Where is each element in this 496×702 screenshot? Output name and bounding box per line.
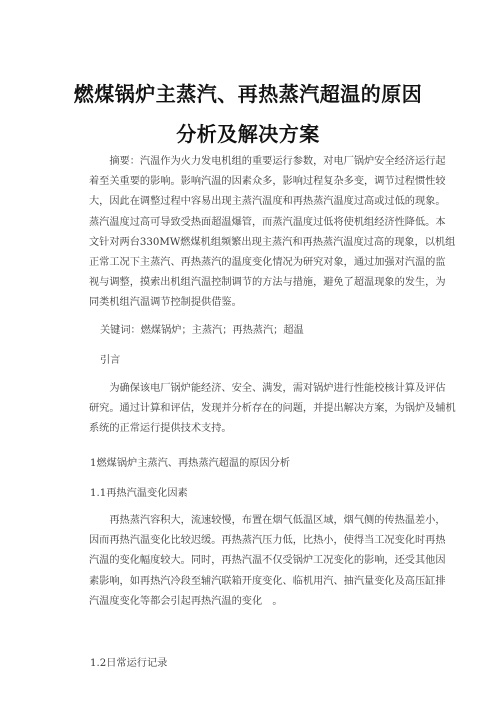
- intro-line: 研究。通过计算和评估，发现并分析存在的问题，并提出解决方案，为锅炉及辅机: [89, 403, 456, 415]
- abstract-line: 正常工况下主蒸汽、再热蒸汽的温度变化情况为研究对象，通过加强对汽温的监: [89, 256, 446, 268]
- abstract-line: 视与调整，摸索出机组汽温控制调节的方法与措施，避免了超温现象的发生，为: [89, 277, 446, 289]
- intro-line: 为确保该电厂锅炉能经济、安全、满发，需对锅炉进行性能校核计算及评估: [89, 383, 446, 394]
- section-1-1-line: 素影响，如再热汽冷段至辅汽联箱开度变化、临机用汽、抽汽量变化及高压缸排: [89, 575, 446, 587]
- section-1-1-line: 再热蒸汽容积大，流速较慢，布置在烟气低温区域，烟气侧的传热温差小，: [89, 515, 446, 526]
- intro-heading: 引言: [100, 355, 121, 366]
- abstract-line: 着至关重要的影响。影响汽温的因素众多，影响过程复杂多变，调节过程惯性较: [89, 176, 446, 188]
- abstract-line: 摘要：汽温作为火力发电机组的重要运行参数，对电厂锅炉安全经济运行起: [89, 156, 446, 167]
- section-1-1-line: 汽温度变化等都会引起再热汽温的变化 。: [89, 595, 283, 607]
- intro-line: 系统的正常运行提供技术支持。: [89, 423, 232, 435]
- abstract-paragraph: [89, 152, 456, 314]
- abstract-line: 文针对两台330MW燃煤机组频繁出现主蒸汽和再热蒸汽温度过高的现象，以机组: [89, 236, 456, 248]
- title-line-2: 分析及解决方案: [176, 122, 320, 146]
- section-1-1-heading: 1.1再热汽温变化因素: [90, 488, 188, 499]
- section-1-heading: 1燃煤锅炉主蒸汽、再热蒸汽超温的原因分析: [90, 458, 291, 469]
- section-1-1-line: 因而再热汽温变化比较迟缓。再热蒸汽压力低，比热小，使得当工况变化时再热: [89, 535, 446, 547]
- section-1-1-paragraph: [89, 511, 446, 612]
- title-line-1: 燃煤锅炉主蒸汽、再热蒸汽超温的原因: [73, 82, 423, 106]
- abstract-line: 大，因此在调整过程中容易出现主蒸汽温度和再热蒸汽温度过高或过低的现象。: [89, 196, 446, 208]
- intro-paragraph: [89, 379, 456, 440]
- abstract-line: 蒸汽温度过高可导致受热面超温爆管，而蒸汽温度过低将使机组经济性降低。本: [89, 216, 446, 228]
- section-1-2-heading: 1.2日常运行记录: [90, 658, 168, 669]
- abstract-line: 同类机组汽温调节控制提供借鉴。: [89, 297, 242, 309]
- section-1-1-line: 汽温的变化幅度较大。同时，再热汽温不仅受锅炉工况变化的影响，还受其他因: [89, 555, 446, 567]
- keywords: 关键词：燃煤锅炉；主蒸汽；再热蒸汽；超温: [100, 325, 304, 336]
